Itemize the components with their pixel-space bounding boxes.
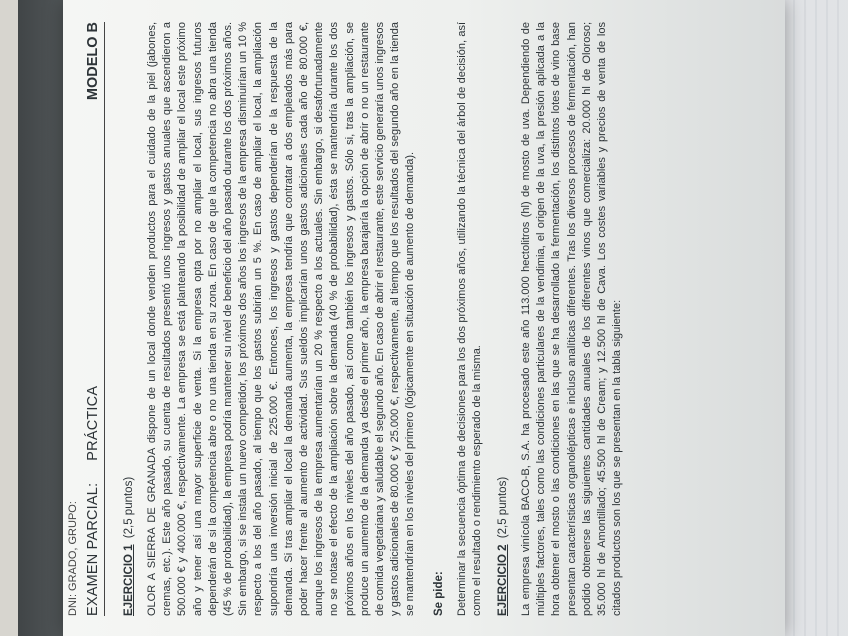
exercise1-title: EJERCICIO 1 [123, 544, 135, 616]
exercise2-points: (2,5 puntos) [497, 476, 510, 539]
exam-model: MODELO B [85, 22, 101, 101]
exercise1-points: (2,5 puntos) [123, 476, 135, 539]
exercise1-asks-text: Determinar la secuencia óptima de decisiones para los dos próximos años, utilizando la técnica del árbol de decisión, así como el resultado o rendimiento esperado de la misma. [455, 22, 483, 616]
exam-sheet [63, 0, 785, 636]
exercise1-heading [123, 22, 135, 616]
exam-type: PRÁCTICA [85, 385, 101, 461]
exercise2-statement: La empresa vinícola BACO-B, S.A. ha procesado este año 113.000 hectolitros (hl) de mosto de uva. Dependiendo de múltiples factores, tales como las condiciones particulares de la vendimia, el origen de la uva, la presión aplicada a la hora obtener el mosto o las condiciones en las que se ha desarrollado la fermentación, los distintos lotes de vino base presentan características organolépticas e incluso analíticas diferentes. Tras los diversos procesos de fermentación, han podido obtenerse las siguientes cantidades anuales de los diferentes vinos que comercializa: 20.000 hl de Oloroso; 35.000 hl de Amontillado; 45.500 hl de Cream; y 12.500 hl de Cava. Los costes variables y precios de venta de los citados productos son los que se presentan en la tabla siguiente: [520, 22, 624, 616]
student-id-line: DNI: GRADO, GRUPO: [67, 501, 79, 616]
exercise1-statement: OLOR A SIERRA DE GRANADA dispone de un local donde venden productos para el cuidado de la piel (jabones, cremas, etc.). Este año pasado, su cuenta de resultados presentó unos ingresos y gastos anuales que ascendieron a 500.000 € y 400.000 €, respectivamente. La empresa se está planteando la posibilidad de ampliar el local este próximo año y tener así una mayor superficie de venta. Si la empresa opta por no ampliar el local, sus ingresos futuros dependerán de si la competencia abre o no una tienda en su zona. En caso de que la competencia no abra una tienda (45 % de probabilidad), la empresa podría mantener su nivel de beneficio del año pasado durante los dos próximos años. Sin embargo, si se instala un nuevo competidor, los próximos dos años los ingresos de la empresa disminuirían un 10 % respecto a los del año pasado, al tiempo que los gastos subirían un 5 %. En caso de ampliar el local, la ampliación supondría una inversión inicial de 225.000 €. Entonces, los ingresos y gastos dependerían de la respuesta de la demanda. Si tras ampliar el local la demanda aumenta, la empresa tendría que contratar a dos empleados más para poder hacer frente al aumento de actividad. Sus sueldos implicarían unos gastos adicionales cada año de 80.000 €, aunque los ingresos de la empresa aumentarían un 20 % respecto a los actuales. Sin embargo, si desafortunadamente no se notase el efecto de la ampliación sobre la demanda (40 % de probabilidad), ésta se mantendría durante los dos próximos años en los niveles del año pasado, así como también los ingresos y gastos. Sólo si, tras la ampliación, se produce un aumento de la demanda ya desde el primer año, la empresa barajaría la opción de abrir o no un restaurante de comida vegetariana y saludable el segundo año. En caso de abrir el restaurante, este servicio generaría unos ingresos y gastos adicionales de 80.000 € y 25.000 €, respectivamente, al tiempo que los resultados del segundo año en la tienda se mantendrían en los niveles del primero (lógicamente en situación de aumento de demanda). [146, 22, 417, 616]
exam-label: EXAMEN PARCIAL: [85, 482, 101, 616]
adjacent-sheet-edge [0, 0, 18, 636]
exercise2-heading [497, 22, 509, 616]
exam-title [85, 386, 101, 616]
exercise1-asks-label: Se pide: [432, 571, 445, 616]
exam-header [79, 22, 105, 616]
exercise2-title: EJERCICIO 2 [497, 544, 510, 616]
